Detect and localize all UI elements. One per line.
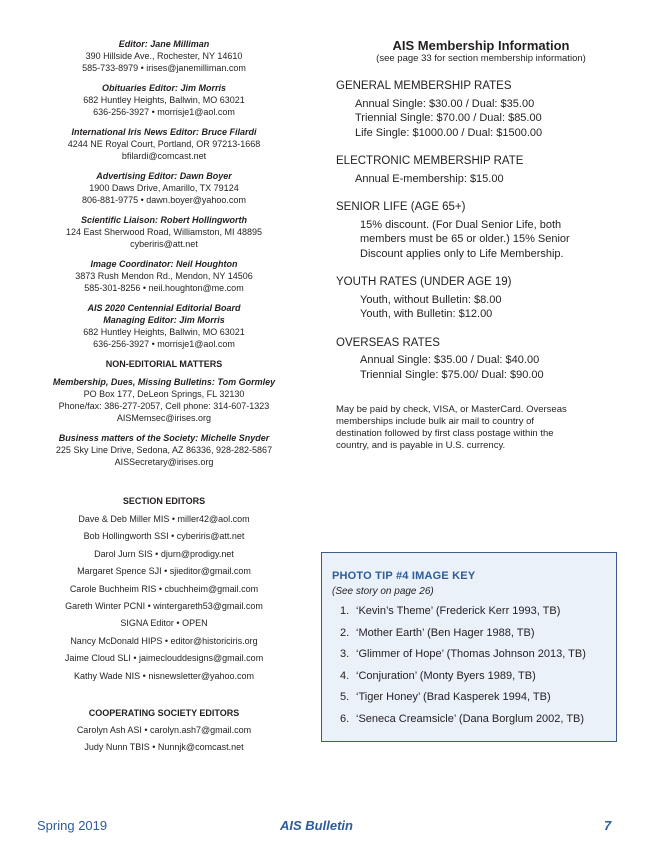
- senior-rate: [336, 200, 626, 261]
- section-editor-item: Darol Jurn SIS • djurn@prodigy.net: [94, 548, 234, 559]
- staff-contact-line: PO Box 177, DeLeon Springs, FL 32130: [83, 389, 245, 399]
- rate-line: Annual Single: $30.00 / Dual: $35.00: [355, 97, 535, 110]
- rate-line: Youth, with Bulletin: $12.00: [360, 308, 493, 320]
- non-editorial-list: [26, 376, 302, 468]
- photo-tip-text: ‘Conjuration’ (Monty Byers 1989, TB): [356, 669, 536, 682]
- editor-list: [26, 38, 302, 350]
- section-editor-item: Jaime Cloud SLI • jaimeclouddesigns@gmail.com: [64, 653, 264, 664]
- staff-contact-line: 585-301-8256 • neil.houghton@me.com: [84, 283, 244, 293]
- staff-contact-line: 636-256-3927 • morrisje1@aol.com: [93, 339, 235, 349]
- rate-line: members must be 65 or older.) 15% Senior: [360, 233, 570, 245]
- staff-contact-line: cyberiris@att.net: [130, 239, 198, 249]
- staff-contact-line: 636-256-3927 • morrisje1@aol.com: [93, 107, 235, 117]
- section-editors-heading: SECTION EDITORS: [122, 496, 206, 506]
- overseas-rates: [336, 336, 626, 383]
- rate-line: Discount applies only to Life Membership.: [360, 247, 564, 260]
- staff-role: Managing Editor: Jim Morris: [103, 315, 225, 325]
- rate-line: Annual E-membership: $15.00: [355, 172, 504, 185]
- staff-contact-line: 682 Huntley Heights, Ballwin, MO 63021: [83, 95, 245, 105]
- rate-line: 15% discount. (For Dual Senior Life, both: [360, 218, 562, 231]
- staff-entry: [26, 258, 302, 294]
- footer-publication: AIS Bulletin: [280, 818, 353, 833]
- page-number: 7: [604, 818, 612, 833]
- overseas-rates-heading: OVERSEAS RATES: [336, 336, 440, 349]
- staff-role: Business matters of the Society: Michelle Snyder: [58, 433, 270, 443]
- staff-role: Editor: Jane Milliman: [118, 39, 210, 49]
- membership-title: AIS Membership Information: [392, 38, 570, 53]
- cooperating-editors-heading: COOPERATING SOCIETY EDITORS: [88, 707, 240, 718]
- general-rates-heading: GENERAL MEMBERSHIP RATES: [336, 80, 512, 92]
- photo-tip-item: [340, 670, 586, 692]
- rate-line: Triennial Single: $75.00/ Dual: $90.00: [360, 368, 544, 381]
- staff-contact-line: 806-881-9775 • dawn.boyer@yahoo.com: [82, 195, 246, 205]
- cooperating-editor-item: Judy Nunn TBIS • Nunnjk@comcast.net: [84, 741, 244, 752]
- general-rates: [336, 79, 626, 140]
- photo-tip-item: [340, 648, 586, 670]
- photo-tip-text: ‘Seneca Creamsicle’ (Dana Borglum 2002, TB): [356, 712, 585, 725]
- photo-tip-text: ‘Tiger Honey’ (Brad Kasperek 1994, TB): [356, 691, 551, 704]
- staff-directory: [26, 38, 302, 758]
- cooperating-editor-item: Carolyn Ash ASI • carolyn.ash7@gmail.com: [76, 724, 252, 735]
- staff-entry: [26, 376, 302, 424]
- staff-contact-line: AISSecretary@irises.org: [114, 457, 214, 467]
- staff-entry: [26, 126, 302, 162]
- staff-contact-line: 585-733-8979 • irises@janemilliman.com: [82, 63, 246, 73]
- photo-tip-box: [321, 552, 617, 742]
- photo-tip-number: 6.: [340, 712, 350, 725]
- section-editors-list: [26, 513, 302, 682]
- membership-info: [336, 38, 626, 452]
- photo-tip-number: 1.: [340, 605, 350, 617]
- photo-tip-text: ‘Mother Earth’ (Ben Hager 1988, TB): [356, 626, 535, 639]
- staff-contact-line: bfilardi@comcast.net: [121, 151, 207, 161]
- staff-entry: [26, 432, 302, 468]
- staff-entry: [26, 38, 302, 74]
- staff-role: Advertising Editor: Dawn Boyer: [96, 171, 232, 181]
- youth-rates-heading: YOUTH RATES (UNDER AGE 19): [336, 276, 512, 288]
- section-editor-item: Dave & Deb Miller MIS • miller42@aol.com: [78, 514, 250, 524]
- photo-tip-item: [340, 691, 586, 713]
- payment-note-line: May be paid by check, VISA, or MasterCard. Overseas: [336, 404, 567, 415]
- photo-tip-item: [340, 605, 586, 627]
- photo-tip-item: [340, 713, 586, 735]
- payment-note-line: country, and is payable in U.S. currency.: [336, 440, 506, 451]
- membership-note: (see page 33 for section membership information): [376, 53, 586, 64]
- section-editor-item: Bob Hollingworth SSI • cyberiris@att.net: [83, 531, 245, 542]
- staff-contact-line: 390 Hillside Ave., Rochester, NY 14610: [85, 51, 243, 61]
- photo-tip-text: ‘Glimmer of Hope’ (Thomas Johnson 2013, TB): [356, 648, 586, 661]
- section-editor-item: Gareth Winter PCNI • wintergareth53@gmail.com: [65, 600, 263, 611]
- staff-entry: [26, 214, 302, 250]
- rate-line: Life Single: $1000.00 / Dual: $1500.00: [355, 126, 543, 139]
- photo-tip-number: 2.: [340, 626, 350, 639]
- senior-rate-heading: SENIOR LIFE (AGE 65+): [336, 201, 466, 213]
- youth-rates: [336, 275, 626, 322]
- photo-tip-item: [340, 627, 586, 649]
- photo-tip-list: [340, 605, 586, 735]
- photo-tip-subtitle: (See story on page 26): [332, 586, 434, 597]
- section-editor-item: Margaret Spence SJI • sjieditor@gmail.com: [77, 566, 251, 577]
- photo-tip-number: 5.: [340, 691, 350, 704]
- staff-entry: [26, 82, 302, 118]
- photo-tip-number: 4.: [340, 669, 350, 682]
- photo-tip-number: 3.: [340, 648, 350, 661]
- staff-contact-line: 124 East Sherwood Road, Williamston, MI 48895: [65, 227, 263, 237]
- photo-tip-text: ‘Kevin’s Theme’ (Frederick Kerr 1993, TB): [356, 605, 561, 617]
- staff-contact-line: 1900 Daws Drive, Amarillo, TX 79124: [89, 183, 239, 193]
- staff-contact-line: Phone/fax: 386-277-2057, Cell phone: 314-607-1323: [58, 401, 270, 411]
- photo-tip-title: PHOTO TIP #4 IMAGE KEY: [332, 570, 476, 582]
- non-editorial-heading: NON-EDITORIAL MATTERS: [105, 359, 223, 369]
- staff-contact-line: 3873 Rush Mendon Rd., Mendon, NY 14506: [75, 271, 253, 281]
- staff-role: Scientific Liaison: Robert Hollingworth: [80, 215, 247, 225]
- electronic-rate: [336, 154, 626, 186]
- staff-contact-line: 4244 NE Royal Court, Portland, OR 97213-1668: [67, 139, 261, 149]
- rate-line: Annual Single: $35.00 / Dual: $40.00: [360, 354, 540, 366]
- cooperating-editors-list: [26, 724, 302, 753]
- staff-entry: [26, 302, 302, 350]
- staff-contact-line: 225 Sky Line Drive, Sedona, AZ 86336, 928-282-5867: [55, 445, 273, 455]
- staff-role: Image Coordinator: Neil Houghton: [90, 259, 238, 269]
- section-editor-item: Carole Buchheim RIS • cbuchheim@gmail.com: [69, 583, 259, 594]
- payment-note-line: memberships include bulk air mail to country of: [336, 416, 535, 427]
- staff-entry: [26, 170, 302, 206]
- staff-role: AIS 2020 Centennial Editorial Board: [87, 303, 241, 313]
- rate-line: Youth, without Bulletin: $8.00: [360, 293, 502, 306]
- section-editor-item: Nancy McDonald HIPS • editor@historiciris.org: [70, 635, 258, 646]
- staff-role: International Iris News Editor: Bruce Filardi: [71, 127, 257, 137]
- staff-role: Membership, Dues, Missing Bulletins: Tom Gormley: [52, 377, 276, 387]
- staff-contact-line: AISMemsec@irises.org: [116, 413, 212, 423]
- payment-note-line: destination followed by first class postage within the: [336, 428, 554, 439]
- payment-note: [336, 404, 626, 452]
- footer-season: Spring 2019: [37, 818, 108, 833]
- staff-contact-line: 682 Huntley Heights, Ballwin, MO 63021: [83, 327, 245, 337]
- electronic-rate-heading: ELECTRONIC MEMBERSHIP RATE: [336, 155, 524, 167]
- section-editor-item: Kathy Wade NIS • nisnewsletter@yahoo.com: [73, 670, 255, 681]
- rate-line: Triennial Single: $70.00 / Dual: $85.00: [355, 112, 542, 124]
- section-editor-item: SIGNA Editor • OPEN: [120, 618, 208, 629]
- staff-role: Obituaries Editor: Jim Morris: [101, 83, 227, 93]
